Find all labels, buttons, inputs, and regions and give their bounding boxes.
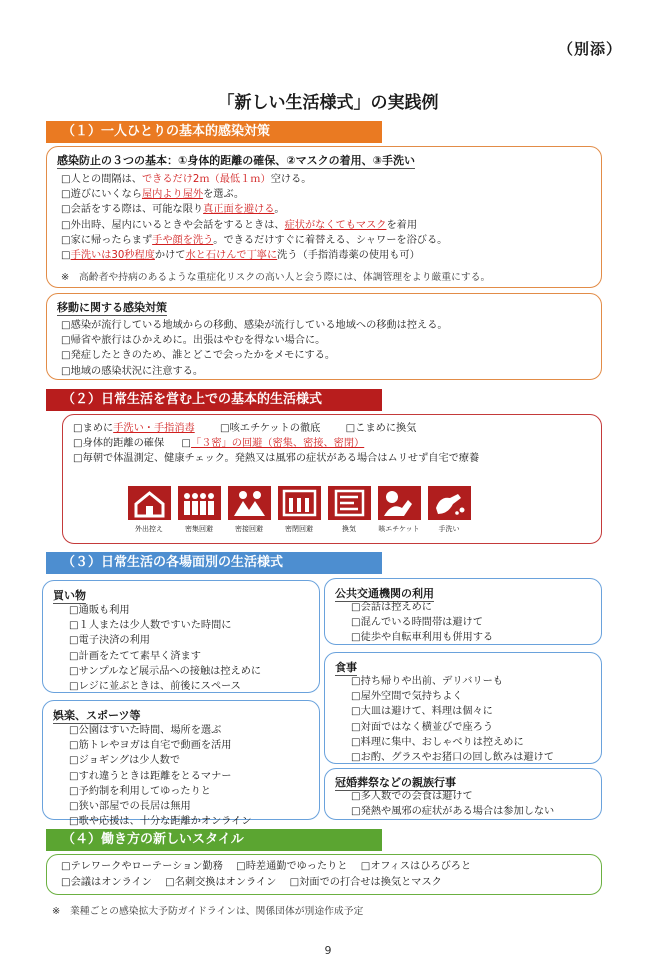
list-item: □ まめに手洗い・手指消毒 [73, 423, 195, 434]
shopping-heading: 買い物 [53, 589, 86, 602]
icon-label: 密集回避 [185, 525, 213, 533]
list-item: □ 咳エチケットの徹底 [220, 423, 320, 434]
avoid-crowds-icon [178, 486, 221, 520]
list-item: □ 多人数での会食は避けて [351, 789, 554, 804]
list-item: □ 公園はすいた時間、場所を選ぶ [69, 723, 252, 738]
section-3-header: （３）日常生活の各場面別の生活様式 [46, 552, 382, 574]
shopping-list [69, 603, 261, 694]
list-item: □ 料理に集中、おしゃべりは控えめに [351, 735, 554, 750]
list-item: □ 帰省や旅行はひかえめに。出張はやむを得ない場合に。 [61, 333, 448, 348]
leisure-list [69, 723, 252, 829]
ceremony-list [351, 789, 554, 819]
list-item: □ 徒歩や自転車利用も併用する [351, 630, 493, 645]
list-item: □ ジョギングは少人数で [69, 753, 252, 768]
icon-label: 密閉回避 [285, 525, 313, 533]
list-item: □ 手洗いは30秒程度かけて水と石けんで丁寧に洗う（手指消毒薬の使用も可） [61, 248, 447, 263]
list-item: □ オフィスはひろびろと [361, 861, 471, 872]
section-1-header: （１）一人ひとりの基本的感染対策 [46, 121, 382, 143]
icon-label: 換気 [342, 525, 356, 533]
list-item: □ 感染が流行している地域からの移動、感染が流行している地域への移動は控える。 [61, 318, 448, 333]
stay-home-icon [128, 486, 171, 520]
list-item: □ １人または少人数ですいた時間に [69, 618, 261, 633]
section-4-header: （４）働き方の新しいスタイル [46, 829, 382, 851]
list-item: □ お酌、グラスやお猪口の回し飲みは避けて [351, 750, 554, 765]
avoid-close-contact-icon [228, 486, 271, 520]
list-item: □ 地域の感染状況に注意する。 [61, 364, 448, 379]
list-item: □ 時差通勤でゆったりと [236, 861, 347, 872]
risk-note: ※ 高齢者や持病のあるような重症化リスクの高い人と会う際には、体調管理をより厳重にする。 [61, 272, 491, 283]
list-item: □ サンプルなど展示品への接触は控えめに [69, 664, 261, 679]
basic-measures-box [46, 146, 602, 288]
list-item: □ 「３密」の回避（密集、密接、密閉） [181, 438, 364, 449]
list-item: □ 予約制を利用してゆったりと [69, 784, 252, 799]
list-item: □ 計画をたてて素早く済ます [69, 649, 261, 664]
list-item: □ 遊びにいくなら屋内より屋外を選ぶ。 [61, 187, 447, 202]
transit-box [324, 578, 602, 645]
ventilation-icon [328, 486, 371, 520]
footnote: ※ 業種ごとの感染拡大予防ガイドラインは、関係団体が別途作成予定 [52, 906, 364, 917]
list-item: □ 混んでいる時間帯は避けて [351, 615, 493, 630]
transit-heading: 公共交通機関の利用 [335, 587, 434, 600]
list-item: □ 家に帰ったらまず手や顔を洗う。できるだけすぐに着替える、シャワーを浴びる。 [61, 233, 447, 248]
work-row-1 [61, 859, 471, 874]
list-item: □ 発症したときのため、誰とどこで会ったかをメモにする。 [61, 348, 448, 363]
ceremony-box [324, 768, 602, 820]
list-item: □ 狭い部屋での長居は無用 [69, 799, 252, 814]
icon-label: 手洗い [438, 525, 460, 533]
list-item: □ 発熱や風邪の症状がある場合は参加しない [351, 804, 554, 819]
list-item: □ 大皿は避けて、料理は個々に [351, 704, 554, 719]
ceremony-heading: 冠婚葬祭などの親族行事 [335, 776, 456, 789]
travel-measures-heading: 移動に関する感染対策 [57, 301, 167, 314]
list-item: □ こまめに換気 [346, 423, 417, 434]
list-item: □ 対面ではなく横並びで座ろう [351, 720, 554, 735]
list-item: □ 会話をする際は、可能な限り真正面を避ける。 [61, 202, 447, 217]
transit-list [351, 600, 493, 646]
basic-measures-list [61, 172, 447, 263]
leisure-box [42, 700, 320, 828]
icon-label: 咳エチケット [378, 525, 420, 533]
work-row-2 [61, 875, 442, 890]
avoid-closed-spaces-icon [278, 486, 321, 520]
list-item: □ テレワークやローテーション勤務 [61, 861, 223, 872]
icon-label: 密接回避 [235, 525, 263, 533]
leisure-heading: 娯楽、スポーツ等 [53, 709, 141, 722]
list-item: □ 通販も利用 [69, 603, 261, 618]
daily-row-3 [73, 451, 479, 466]
pictogram-row [128, 486, 528, 542]
list-item: □ 屋外空間で気持ちよく [351, 689, 554, 704]
work-style-box [46, 854, 602, 895]
meal-box [324, 652, 602, 764]
annex-label: （別添） [557, 40, 622, 58]
list-item: □ レジに並ぶときは、前後にスペース [69, 679, 261, 694]
daily-row-1 [73, 421, 416, 436]
cough-etiquette-icon [378, 486, 421, 520]
section-2-header: （２）日常生活を営む上での基本的生活様式 [46, 389, 382, 411]
page-number: 9 [324, 944, 332, 957]
meal-list [351, 674, 554, 765]
meal-heading: 食事 [335, 661, 357, 674]
list-item: □ 会議はオンライン [61, 877, 152, 888]
list-item: □ 歌や応援は、十分な距離かオンライン [69, 814, 252, 829]
list-item: □ 人との間隔は、できるだけ2ｍ（最低１ｍ）空ける。 [61, 172, 447, 187]
travel-measures-box [46, 293, 602, 380]
list-item: □ 外出時、屋内にいるときや会話をするときは、症状がなくてもマスクを着用 [61, 218, 447, 233]
list-item: □ 身体的距離の確保 [73, 438, 164, 449]
list-item: □ 筋トレやヨガは自宅で動画を活用 [69, 738, 252, 753]
page-title: 「新しい生活様式」の実践例 [217, 93, 439, 113]
icon-label: 外出控え [135, 525, 163, 533]
handwashing-icon [428, 486, 471, 520]
basic-measures-heading: 感染防止の３つの基本：①身体的距離の確保、②マスクの着用、③手洗い [57, 154, 415, 167]
shopping-box [42, 580, 320, 693]
list-item: □ すれ違うときは距離をとるマナー [69, 769, 252, 784]
list-item: □ 電子決済の利用 [69, 633, 261, 648]
list-item: □ 対面での打合せは換気とマスク [290, 877, 442, 888]
travel-measures-list [61, 318, 448, 379]
list-item: □ 毎朝で体温測定、健康チェック。発熱又は風邪の症状がある場合はムリせず自宅で療養 [73, 453, 479, 464]
daily-row-2 [73, 436, 364, 451]
list-item: □ 持ち帰りや出前、デリバリーも [351, 674, 554, 689]
list-item: □ 会話は控えめに [351, 600, 493, 615]
list-item: □ 名刺交換はオンライン [165, 877, 276, 888]
